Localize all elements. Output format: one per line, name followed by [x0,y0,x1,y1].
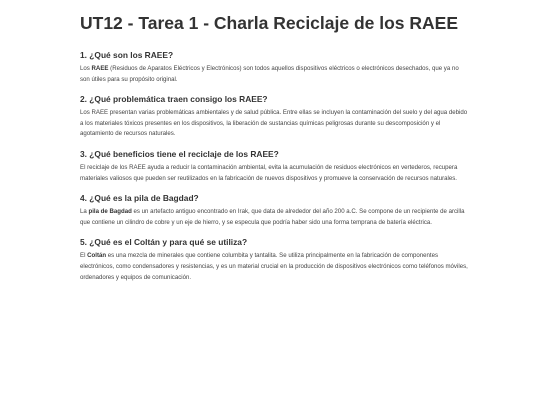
paragraph-text: es una mezcla de minerales que contiene columbita y tantalita. Se utiliza principalmente en la fabricación de componentes electrónicos, como condensadores y resistencias, y es un material crucial en la producción de dispositivos electrónicos como teléfonos móviles, ordenadores y equipos de comunicación. [80,252,468,281]
section-pila-bagdad [80,193,468,228]
bold-term: pila de Bagdad [88,208,132,216]
paragraph-text: El [80,252,88,260]
paragraph-text: es un artefacto antiguo encontrado en Irak, que data de alrededor del año 200 a.C. Se compone de un recipiente de arcilla que contiene un cilindro de cobre y un eje de hierro, y se especula que podría haber sido una forma temprana de batería eléctrica. [80,208,465,226]
section-beneficios [80,149,468,184]
section-paragraph [80,251,468,283]
section-paragraph [80,64,468,85]
page-title: UT12 - Tarea 1 - Charla Reciclaje de los RAEE [80,13,459,33]
bold-term: RAEE [91,65,109,72]
section-heading: 4. ¿Qué es la pila de Bagdad? [80,193,199,204]
section-heading: 1. ¿Qué son los RAEE? [80,50,174,60]
paragraph-text: La [80,208,89,216]
section-que-son-raee [80,50,468,85]
document-content [80,10,468,292]
section-paragraph: Los RAEE presentan varias problemáticas ambientales y de salud pública. Entre ellas se incluyen la contaminación del suelo y del agua debido a los materiales tóxicos presentes en los dispositivos, la liberación de sustancias químicas peligrosas durante su descomposición y el agotamiento de recursos naturales. [80,109,468,138]
section-paragraph: El reciclaje de los RAEE ayuda a reducir la contaminación ambiental, evita la acumulación de residuos electrónicos en vertederos, recupera materiales valiosos que pueden ser reutilizados en la fabricación de nuevos dispositivos y promueve la conservación de recursos naturales. [80,163,458,182]
section-coltan [80,237,468,283]
section-problematica [80,94,468,140]
bold-term: Coltán [87,252,107,260]
section-paragraph [80,207,468,228]
paragraph-text: (Residuos de Aparatos Eléctricos y Electrónicos) son todos aquellos dispositivos eléctricos o electrónicos desechados, que ya no son útiles para su propósito original. [80,65,459,83]
section-heading: 5. ¿Qué es el Coltán y para qué se utiliza? [80,237,248,248]
section-heading: 2. ¿Qué problemática traen consigo los RAEE? [80,94,268,105]
section-heading: 3. ¿Qué beneficios tiene el reciclaje de los RAEE? [80,148,279,159]
paragraph-text: Los [80,65,92,72]
